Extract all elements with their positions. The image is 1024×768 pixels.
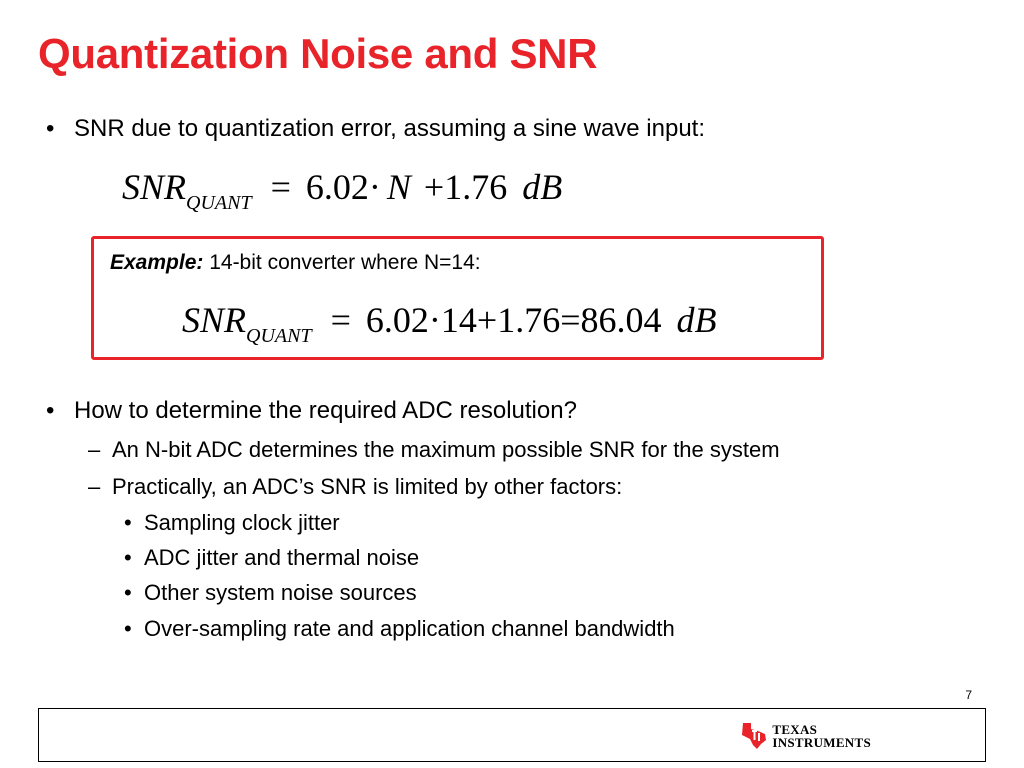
factor-marker: • — [124, 510, 132, 535]
factor-item — [124, 616, 675, 642]
logo-line2: INSTRUMENTS — [772, 735, 871, 750]
factor-item — [124, 510, 340, 536]
example-formula-unit: dB — [676, 300, 717, 340]
sub-bullet-max-snr — [88, 437, 780, 463]
bullet-text: SNR due to quantization error, assuming a sine wave input: — [74, 115, 706, 142]
formula-dot: · — [368, 167, 381, 207]
dash-marker: – — [88, 437, 101, 462]
formula-lhs: SNR — [122, 167, 187, 207]
formula-plus: + — [423, 167, 445, 207]
example-formula-equals: = — [330, 300, 351, 340]
example-formula-subscript: QUANT — [246, 325, 312, 347]
example-formula — [182, 299, 717, 347]
bullet-marker: • — [46, 115, 55, 142]
formula-subscript: QUANT — [186, 192, 252, 214]
formula-equals: = — [270, 167, 291, 207]
factor-marker: • — [124, 545, 132, 570]
factor-item — [124, 545, 419, 571]
formula-offset: 1.76 — [444, 167, 508, 207]
example-formula-dot: · — [428, 300, 441, 340]
snr-formula — [122, 166, 563, 214]
formula-unit: dB — [522, 167, 563, 207]
example-formula-result: 86.04 — [580, 300, 662, 340]
logo-wordmark — [772, 723, 871, 749]
bullet-snr-intro — [46, 115, 705, 143]
example-formula-n: 14 — [440, 300, 477, 340]
ti-logo — [740, 721, 871, 751]
formula-variable: N — [386, 167, 411, 207]
example-text: 14-bit converter where N=14: — [203, 251, 481, 274]
example-formula-lhs: SNR — [182, 300, 247, 340]
sub-bullet-practical-limits — [88, 474, 622, 500]
example-formula-offset: 1.76 — [497, 300, 561, 340]
example-formula-equals2: = — [560, 300, 581, 340]
slide-title: Quantization Noise and SNR — [38, 30, 598, 77]
texas-state-icon — [740, 721, 768, 751]
factor-item — [124, 580, 417, 606]
example-label: Example: — [110, 251, 204, 274]
bullet-marker: • — [46, 397, 55, 424]
example-box — [91, 236, 824, 360]
dash-marker: – — [88, 474, 101, 499]
page-number: 7 — [965, 688, 972, 702]
bullet-adc-resolution — [46, 397, 577, 425]
formula-coefficient: 6.02 — [305, 167, 369, 207]
factor-marker: • — [124, 616, 132, 641]
sub-bullet-text: Practically, an ADC’s SNR is limited by other factors: — [112, 474, 623, 499]
footer-bar — [38, 708, 986, 762]
bullet-text: How to determine the required ADC resolution? — [74, 397, 577, 424]
sub-bullet-text: An N-bit ADC determines the maximum possible SNR for the system — [112, 437, 780, 462]
factor-text: Over-sampling rate and application channel bandwidth — [144, 616, 675, 641]
example-heading — [110, 251, 481, 275]
factor-marker: • — [124, 580, 132, 605]
example-formula-coefficient: 6.02 — [365, 300, 429, 340]
factor-text: Sampling clock jitter — [144, 510, 340, 535]
factor-text: ADC jitter and thermal noise — [144, 545, 420, 570]
example-formula-plus: + — [476, 300, 498, 340]
logo-line1: TEXAS — [772, 722, 818, 737]
factor-text: Other system noise sources — [144, 580, 417, 605]
